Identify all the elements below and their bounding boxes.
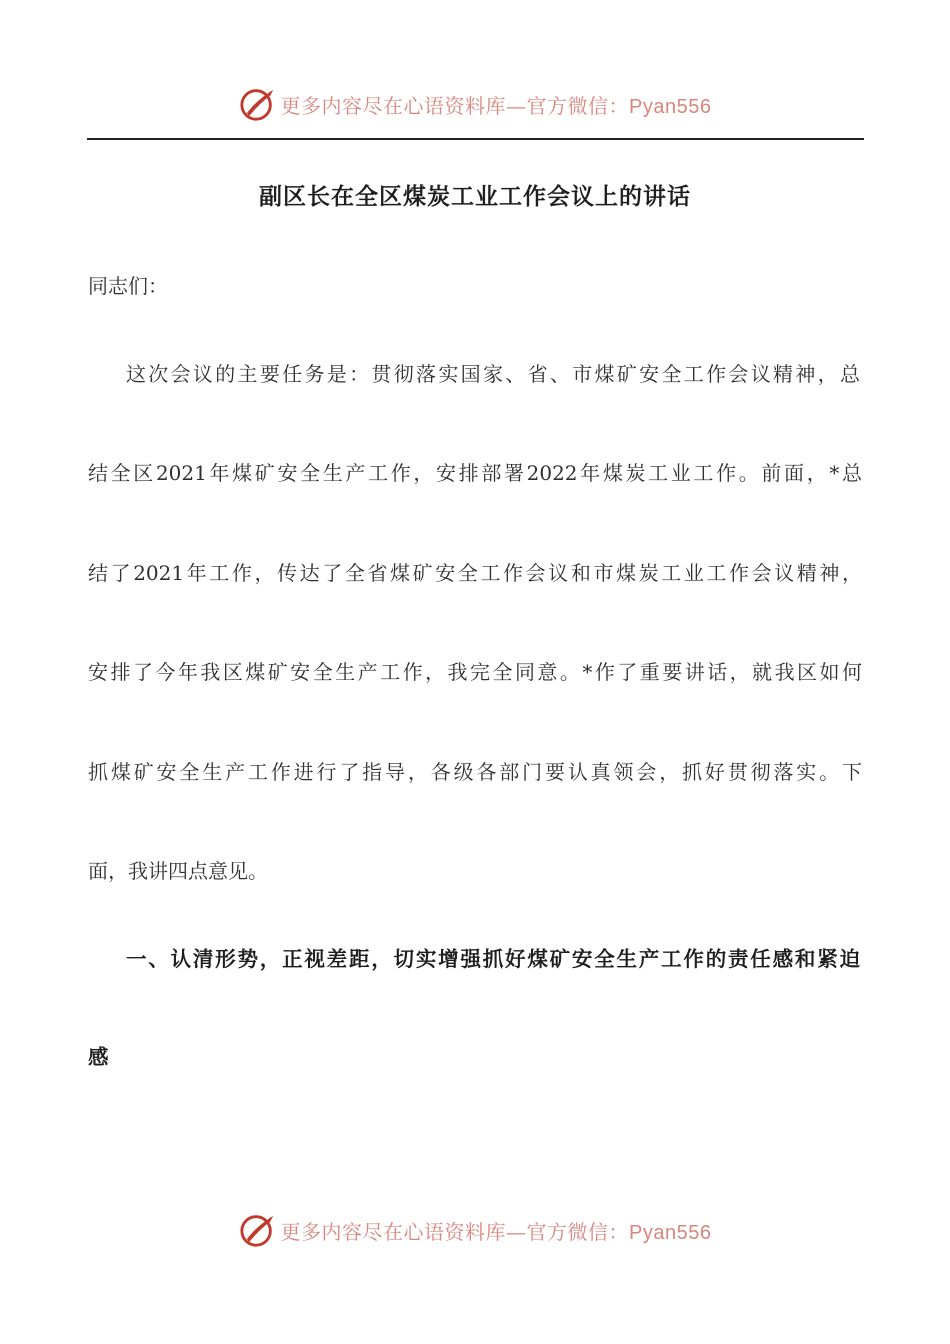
section-heading: 一、认清形势，正视差距，切实增强抓好煤矿安全生产工作的责任感和紧迫 [126,947,860,971]
section-heading: 感 [88,1045,109,1069]
pen-logo-icon [239,1211,277,1249]
paragraph-line: 安排了今年我区煤矿安全生产工作，我完全同意。*作了重要讲话，就我区如何 [88,660,862,684]
watermark-handle: Pyan556 [629,95,712,118]
header-divider [87,138,864,140]
paragraph-line: 面，我讲四点意见。 [88,859,268,883]
watermark-text: 更多内容尽在心语资料库—官方微信：Pyan556 [280,93,712,118]
paragraph-line: 抓煤矿安全生产工作进行了指导，各级各部门要认真领会，抓好贯彻落实。下 [88,760,862,784]
paragraph-line: 结全区2021年煤矿安全生产工作，安排部署2022年煤炭工业工作。前面，*总 [88,461,862,485]
watermark-handle: Pyan556 [629,1221,712,1244]
header-watermark [0,80,950,128]
pen-logo-icon [239,85,277,123]
watermark-text: 更多内容尽在心语资料库—官方微信：Pyan556 [280,1219,712,1244]
footer-watermark [0,1206,950,1254]
paragraph-line: 结了2021年工作，传达了全省煤矿安全工作会议和市煤炭工业工作会议精神， [88,561,862,585]
paragraph-line: 这次会议的主要任务是：贯彻落实国家、省、市煤矿安全工作会议精神，总 [126,362,860,386]
salutation: 同志们： [88,274,168,298]
document-title: 副区长在全区煤炭工业工作会议上的讲话 [259,184,691,210]
